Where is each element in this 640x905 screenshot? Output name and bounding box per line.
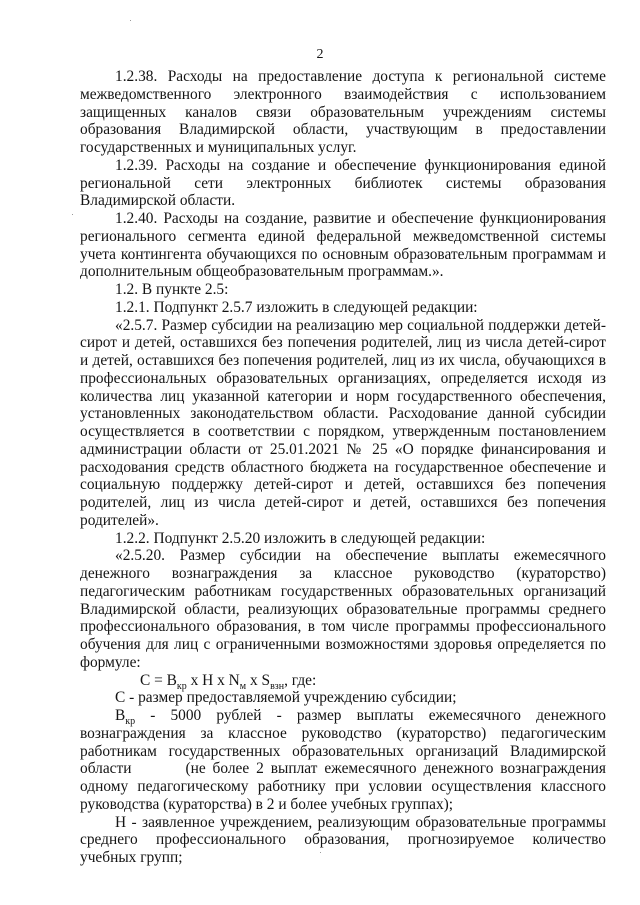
- paragraph-1-2-39: 1.2.39. Расходы на создание и обеспечение функционирования единой региональной сети электронных библиотек системы образования Владимирской области.: [80, 156, 606, 210]
- paragraph-1-2-38: 1.2.38. Расходы на предоставление доступа к региональной системе межведомственного электронного взаимодействия с использованием защищенных каналов связи образовательным учреждениям системы образования Владимирской области, участвующим в предоставлении государственных и муниципальных услуг.: [80, 68, 606, 156]
- paragraph-1-2-1: 1.2.1. Подпункт 2.5.7 изложить в следующей редакции:: [115, 298, 478, 316]
- definition-b-sub: кр: [125, 716, 136, 728]
- paragraph-1-2-40: 1.2.40. Расходы на создание, развитие и обеспечение функционирования регионального сегмента единой федеральной межведомственной системы учета контингента обучающихся по основным образовательным программам и дополнительным общеобразовательным программам.».: [80, 210, 606, 281]
- paragraph-1-2: 1.2. В пункте 2.5:: [115, 281, 229, 298]
- definition-c: С - размер предоставляемой учреждению субсидии;: [115, 689, 457, 707]
- paragraph-1-2-2: 1.2.2. Подпункт 2.5.20 изложить в следующей редакции:: [115, 529, 486, 547]
- subsidy-formula: [80, 672, 606, 690]
- formula-s: х S: [246, 671, 271, 689]
- formula-sub-m: м: [239, 680, 247, 692]
- definition-h: Н - заявленное учреждением, реализующим образовательные программы среднего профессионального образования, прогнозируемое количество учебных групп;: [80, 813, 606, 866]
- definition-b-text-cont: (не более 2 выплат ежемесячного денежного вознаграждения одному педагогическому работнику при условии осуществления классного руководства (кураторства) в 2 и более учебных группах);: [80, 760, 606, 813]
- definition-b-kr: [80, 707, 606, 814]
- formula-sub-kr: кр: [176, 680, 187, 692]
- page-number: 2: [316, 47, 324, 62]
- formula-tail: , где:: [284, 671, 317, 689]
- formula-h-n: х Н х N: [186, 671, 240, 689]
- definition-b-text: - 5000 рублей - размер выплаты ежемесячного денежного вознаграждения за классное руководство (кураторство) педагогическим работникам государственных образовательных организаций Владимирской области: [80, 707, 606, 778]
- formula-sub-vzn: взн: [270, 680, 285, 692]
- formula-lhs: С = В: [140, 671, 177, 689]
- document-body: [80, 68, 606, 867]
- definition-b-symbol: В: [115, 707, 126, 724]
- paragraph-2-5-7: «2.5.7. Размер субсидии на реализацию мер социальной поддержки детей-сирот и детей, оставшихся без попечения родителей, лиц из числа детей-сирот и детей, оставшихся без попечения родителей, лиц из их числа, обучающихся в профессиональных образовательных организациях, определяется исходя из количества лиц указанной категории и норм государственного обеспечения, установленных законодательством области. Расходование данной субсидии осуществляется в соответствии с порядком, утвержденным постановлением администрации области от 25.01.2021 № 25 «О порядке финансирования и расходования средств областного бюджета на государственное обеспечение и социальную поддержку детей-сирот и детей, оставшихся без попечения родителей, лиц из числа детей-сирот и детей, оставшихся без попечения родителей».: [80, 316, 606, 529]
- paragraph-2-5-20: «2.5.20. Размер субсидии на обеспечение выплаты ежемесячного денежного вознаграждения за классное руководство (кураторство) педагогическим работникам государственных образовательных организаций Владимирской области, реализующих образовательные программы среднего профессионального образования, в том числе программы профессионального обучения для лиц с ограниченными возможностями здоровья определяется по формуле:: [80, 547, 606, 671]
